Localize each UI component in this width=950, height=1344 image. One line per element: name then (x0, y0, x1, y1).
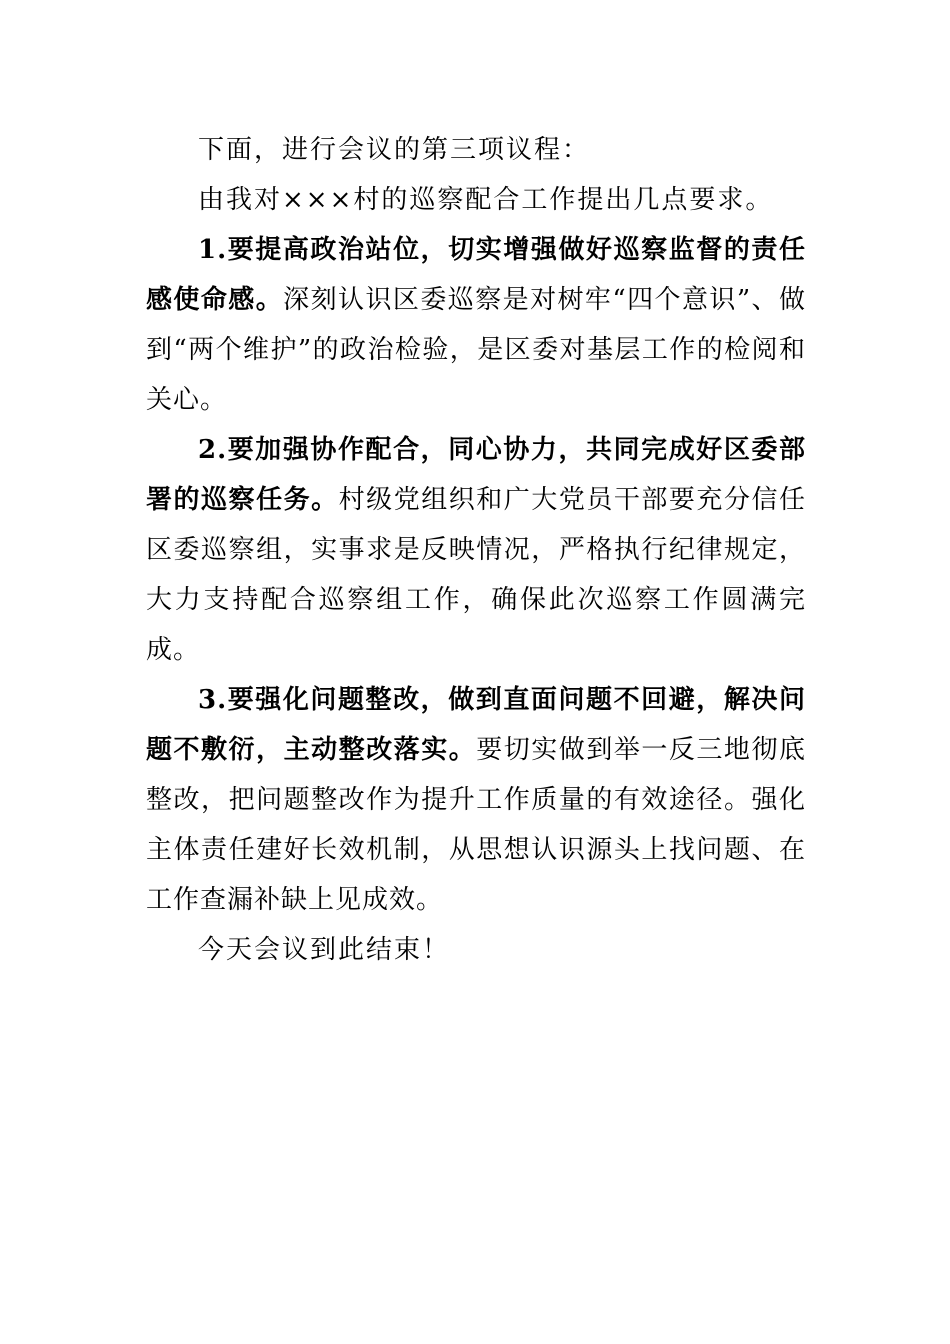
request-paragraph: 由我对×××村的巡察配合工作提出几点要求。 (198, 185, 774, 215)
item-body-1: 深刻认识区委巡察是对树牢“四个意识”、做到“两个维护”的政治检验，是区委对基层工作的检阅和关心。 (146, 285, 806, 415)
item-paragraph-2 (146, 425, 806, 675)
item-heading-3: 3.要强化问题整改，做到直面问题不回避，解决问题不敷衍，主动整改落实。 (146, 685, 806, 765)
document-body (146, 125, 806, 975)
item-body-2: 村级党组织和广大党员干部要充分信任区委巡察组，实事求是反映情况，严格执行纪律规定，大力支持配合巡察组工作，确保此次巡察工作圆满完成。 (146, 485, 806, 665)
item-paragraph-1 (146, 225, 806, 425)
item-heading-1: 1.要提高政治站位，切实增强做好巡察监督的责任感使命感。 (146, 235, 806, 315)
item-body-3: 要切实做到举一反三地彻底整改，把问题整改作为提升工作质量的有效途径。强化主体责任建好长效机制，从思想认识源头上找问题、在工作查漏补缺上见成效。 (146, 735, 806, 915)
intro-paragraph: 下面，进行会议的第三项议程： (198, 135, 591, 165)
closing-paragraph: 今天会议到此结束！ (198, 935, 451, 965)
item-paragraph-3 (146, 675, 806, 925)
item-heading-2: 2.要加强协作配合，同心协力，共同完成好区委部署的巡察任务。 (146, 435, 806, 515)
